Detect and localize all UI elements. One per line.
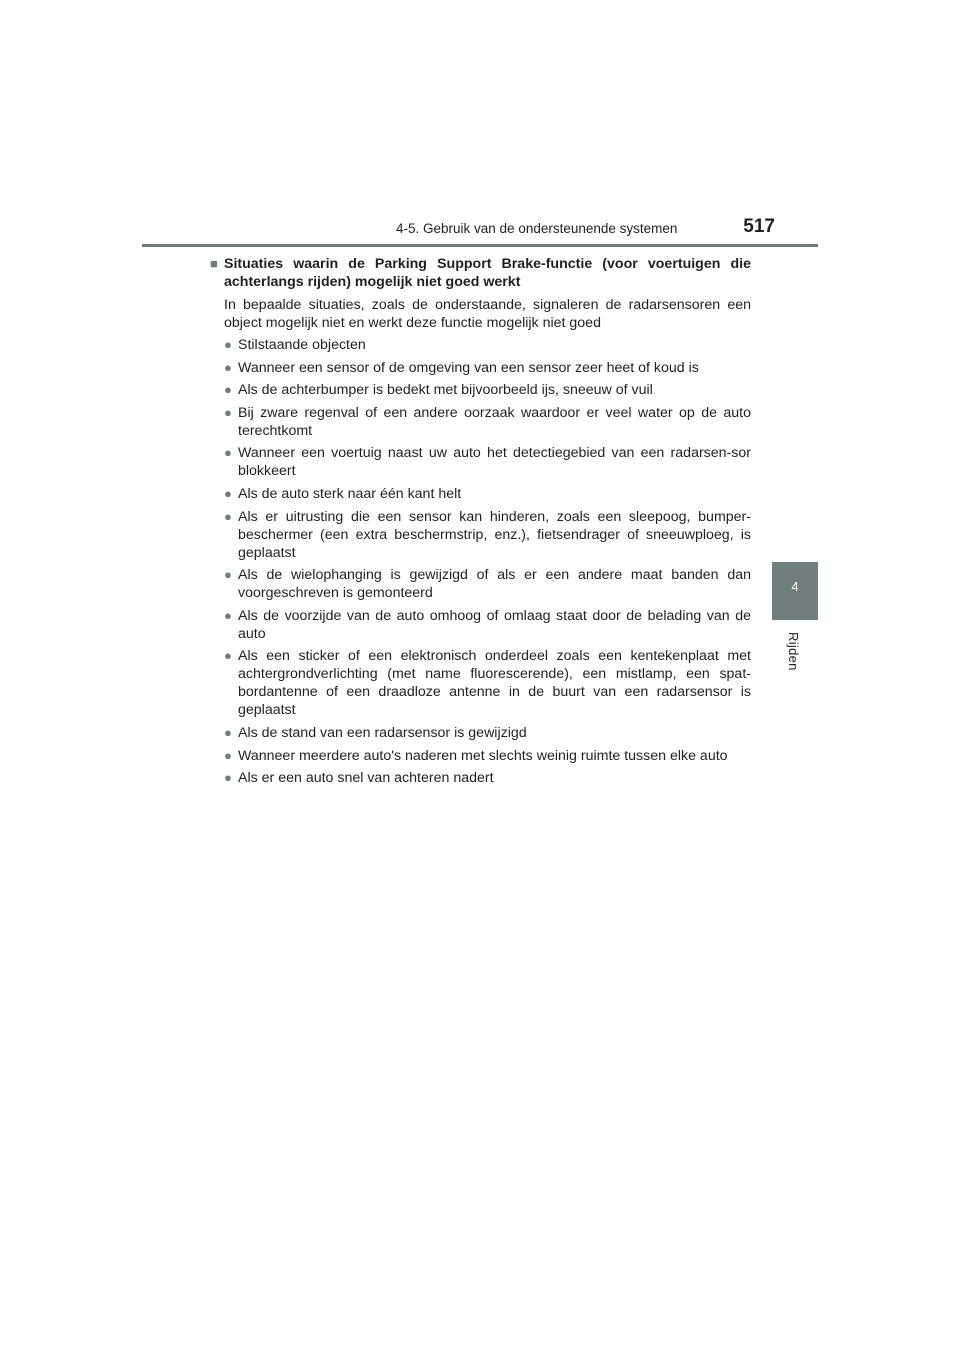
list-item (210, 566, 751, 602)
bullet-icon: ● (224, 337, 232, 352)
bullet-icon: ● (224, 404, 232, 420)
list-item (210, 747, 751, 765)
bullet-icon: ● (224, 747, 232, 763)
list-item-text: Wanneer een sensor of de omgeving van een sensor zeer heet of koud is (238, 359, 699, 376)
bullet-icon: ● (224, 485, 232, 501)
header-divider (142, 244, 818, 247)
main-content (210, 255, 751, 792)
running-header: 4-5. Gebruik van de ondersteunende systemen (396, 221, 678, 236)
list-item (210, 607, 751, 643)
list-item-text: Als de stand van een radarsensor is gewijzigd (238, 724, 527, 741)
section-heading (210, 255, 751, 291)
list-item (210, 647, 751, 719)
list-item-text: Als de wielophanging is gewijzigd of als er een andere maat banden dan voorgeschreven is gemonteerd (238, 567, 751, 602)
bullet-icon: ● (224, 508, 232, 524)
list-item (210, 769, 751, 787)
bullet-icon: ● (224, 770, 232, 786)
list-item-text: Als de voorzijde van de auto omhoog of omlaag staat door de belading van de auto (238, 607, 751, 642)
list-item-text: Als een sticker of een elektronisch onderdeel zoals een kentekenplaat met achtergrondverlichting (met name fluorescerende), een mistlamp, een spat-bordantenne of een draadloze antenne in de buurt van een radarsensor is geplaatst (238, 648, 751, 719)
list-item-text: Als de achterbumper is bedekt met bijvoorbeeld ijs, sneeuw of vuil (238, 382, 653, 399)
list-item (210, 485, 751, 503)
list-item-text: Bij zware regenval of een andere oorzaak waardoor er veel water op de auto terechtkomt (238, 404, 751, 439)
list-item-text: Als er een auto snel van achteren nadert (238, 770, 494, 787)
list-item-text: Als er uitrusting die een sensor kan hinderen, zoals een sleepoog, bumper-beschermer (een extra beschermstrip, enz.), fietsendrager of sneeuwploeg, is geplaatst (238, 508, 751, 561)
list-item-text: Als de auto sterk naar één kant helt (238, 485, 462, 502)
list-item (210, 381, 751, 399)
list-item-text: Wanneer een voertuig naast uw auto het detectiegebied van een radarsen-sor blokkeert (238, 445, 751, 480)
bullet-list (210, 336, 751, 787)
intro-paragraph: In bepaalde situaties, zoals de onderstaande, signaleren de radarsensoren een object mogelijk niet en werkt deze functie mogelijk niet goed (224, 297, 751, 331)
chapter-number: 4 (791, 579, 799, 594)
list-item-text: Wanneer meerdere auto's naderen met slechts weinig ruimte tussen elke auto (238, 747, 728, 764)
square-bullet-icon: ■ (210, 256, 218, 271)
list-item (210, 404, 751, 440)
bullet-icon: ● (224, 445, 232, 461)
chapter-label: Rijden (786, 632, 801, 671)
bullet-icon: ● (224, 359, 232, 375)
list-item (210, 508, 751, 562)
list-item-text: Stilstaande objecten (238, 337, 366, 353)
chapter-tab (772, 562, 818, 620)
list-item (210, 359, 751, 377)
list-item (210, 336, 751, 354)
bullet-icon: ● (224, 567, 232, 583)
bullet-icon: ● (224, 724, 232, 740)
bullet-icon: ● (224, 607, 232, 623)
list-item (210, 724, 751, 742)
page-number: 517 (743, 216, 775, 237)
list-item (210, 444, 751, 480)
bullet-icon: ● (224, 648, 232, 664)
section-heading-text: Situaties waarin de Parking Support Brake-functie (voor voertuigen die achterlangs rijden) mogelijk niet goed werkt (224, 256, 751, 290)
bullet-icon: ● (224, 382, 232, 398)
